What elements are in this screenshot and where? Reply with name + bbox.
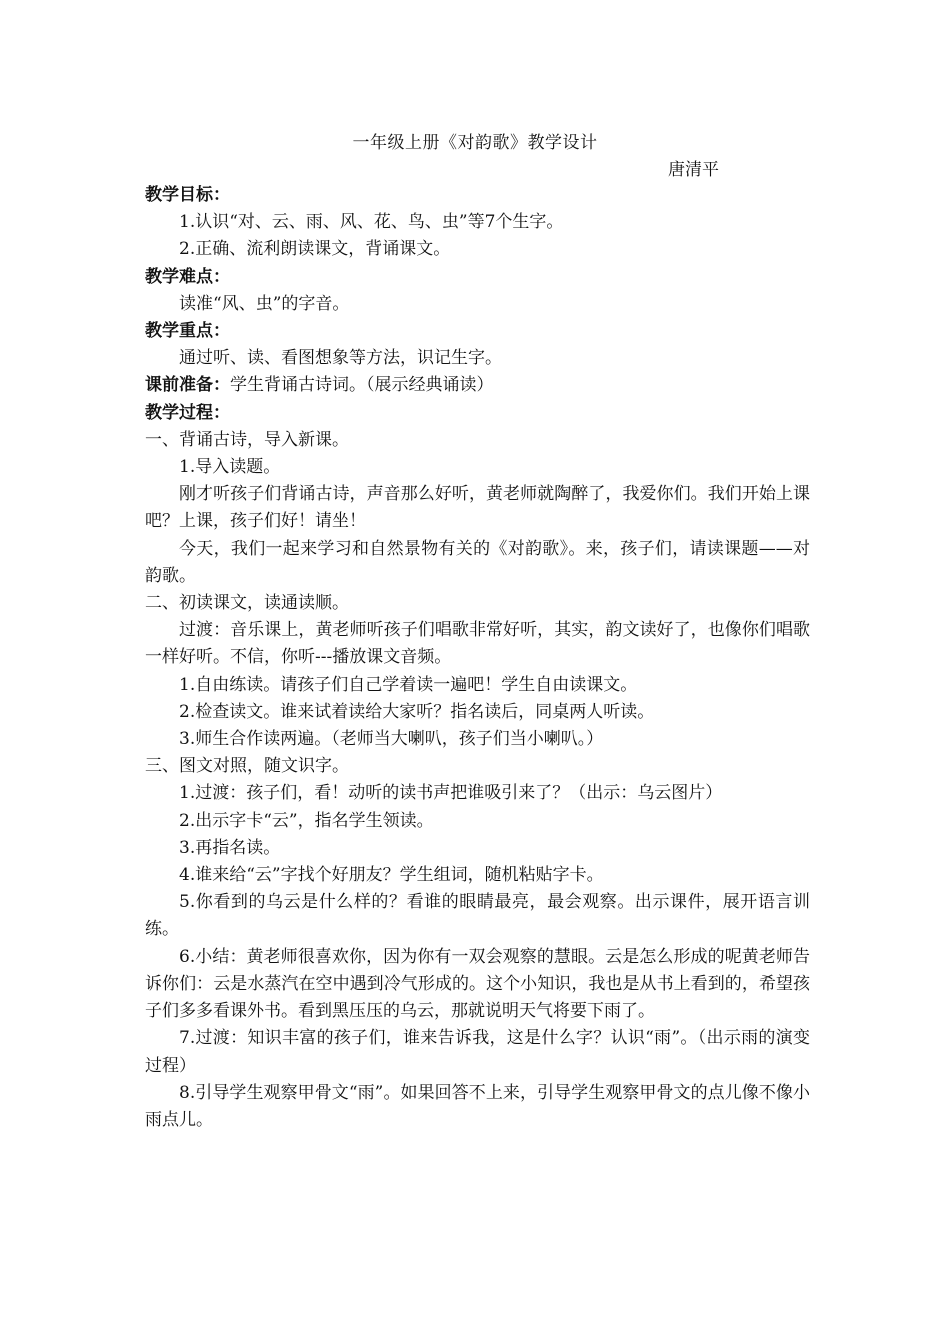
paragraph: 今天，我们一起来学习和自然景物有关的《对韵歌》。来，孩子们，请读课题——对韵歌。 [145, 538, 810, 586]
step-item: 8.引导学生观察甲骨文“雨”。如果回答不上来，引导学生观察甲骨文的点儿像不像小雨点儿。 [145, 1082, 810, 1130]
process-heading: 教学过程： [145, 402, 230, 423]
step-item: 7.过渡：知识丰富的孩子们，谁来告诉我，这是什么字？认识“雨”。（出示雨的演变过程） [145, 1028, 810, 1076]
prep-heading: 课前准备： [145, 375, 230, 396]
section-heading: 三、图文对照，随文识字。 [145, 756, 349, 777]
focus-text: 通过听、读、看图想象等方法，识记生字。 [179, 348, 502, 369]
step-item: 5.你看到的乌云是什么样的？看谁的眼睛最亮，最会观察。出示课件，展开语言训练。 [145, 892, 810, 940]
section-heading: 二、初读课文，读通读顺。 [145, 593, 349, 614]
goal-item: 1.认识“对、云、雨、风、花、鸟、虫”等7个生字。 [179, 212, 564, 233]
step-item: 2.检查读文。谁来试着读给大家听？指名读后，同桌两人听读。 [179, 701, 655, 722]
step-item: 1.自由练读。请孩子们自己学着读一遍吧！学生自由读课文。 [179, 674, 638, 695]
difficulty-heading: 教学难点： [145, 266, 230, 287]
document-author: 唐清平 [668, 160, 719, 180]
goal-item: 2.正确、流利朗读课文，背诵课文。 [179, 239, 451, 260]
step-item: 3.师生合作读两遍。（老师当大喇叭，孩子们当小喇叭。） [179, 729, 604, 750]
prep-line [145, 372, 810, 399]
section-heading: 一、背诵古诗，导入新课。 [145, 429, 349, 450]
paragraph: 过渡：音乐课上，黄老师听孩子们唱歌非常好听，其实，韵文读好了，也像你们唱歌一样好听。不信，你听---播放课文音频。 [145, 620, 810, 668]
step-item: 1.过渡：孩子们，看！动听的读书声把谁吸引来了？（出示：乌云图片） [179, 783, 723, 804]
document-body [145, 182, 810, 1134]
step-item: 2.出示字卡“云”，指名学生领读。 [179, 810, 434, 831]
goals-heading: 教学目标： [145, 185, 230, 205]
prep-text: 学生背诵古诗词。（展示经典诵读） [230, 375, 494, 396]
step-item: 4.谁来给“云”字找个好朋友？学生组词，随机粘贴字卡。 [179, 865, 604, 886]
difficulty-text: 读准“风、虫”的字音。 [179, 293, 350, 314]
document-title: 一年级上册《对韵歌》教学设计 [352, 133, 598, 153]
paragraph: 刚才听孩子们背诵古诗，声音那么好听，黄老师就陶醉了，我爱你们。我们开始上课吧？上课，孩子们好！请坐！ [145, 484, 810, 532]
focus-heading: 教学重点： [145, 321, 230, 342]
step-item: 1.导入读题。 [179, 457, 281, 478]
step-item: 3.再指名读。 [179, 837, 281, 858]
step-item: 6.小结：黄老师很喜欢你，因为你有一双会观察的慧眼。云是怎么形成的呢黄老师告诉你们：云是水蒸汽在空中遇到冷气形成的。这个小知识，我也是从书上看到的，希望孩子们多多看课外书。看到黑压压的乌云，那就说明天气将要下雨了。 [145, 946, 810, 1022]
